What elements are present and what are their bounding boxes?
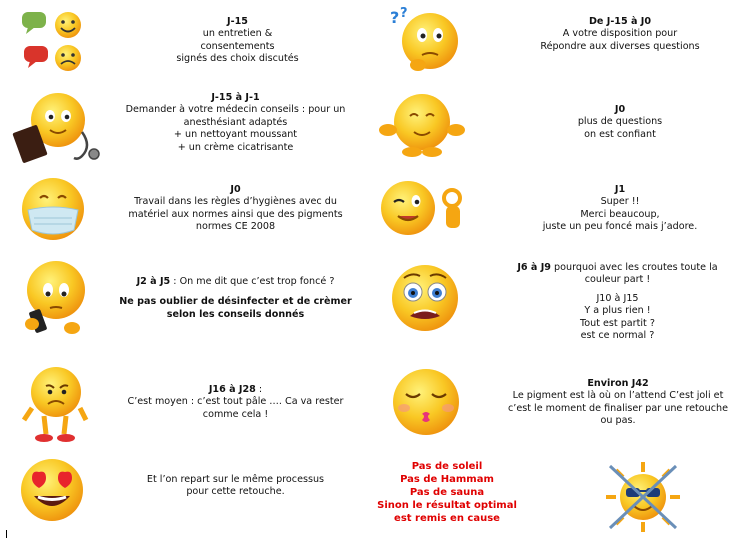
- step-j6-j15-text: J6 à J9 pourquoi avec les croutes toute la couleur part ! J10 à J15 Y a plus rien ! Tout est partit ? est ce normal ?: [517, 262, 718, 342]
- step-j0-hygiene-text: J0 Travail dans les règles d’hygiènes avec du matériel aux normes ainsi que des pigments normes CE 2008: [128, 184, 343, 233]
- confused-emoji-icon: [388, 5, 462, 77]
- retouch-text: Et l’on repart sur le même processus pour cette retouche.: [146, 474, 325, 498]
- calm-emoji-icon: [376, 86, 468, 166]
- kiss-emoji-icon: [386, 364, 466, 440]
- doctor-emoji-icon: [12, 88, 100, 166]
- step-j-15-j-1-text: J-15 à J-1 Demander à votre médecin conseils : pour un anesthésiant adaptés + un nettoyant moussant + un crème cicatrisante: [125, 92, 346, 153]
- speech-bubbles-icon: [18, 8, 88, 74]
- heart-eyes-emoji-icon: [18, 456, 86, 524]
- svg-text:?: ?: [400, 6, 408, 21]
- step-j0-confident-text: J0 plus de questions on est confiant: [577, 104, 663, 140]
- sad-emoji-icon: [16, 362, 92, 444]
- phone-emoji-icon: [18, 254, 88, 338]
- wink-ok-emoji-icon: [376, 176, 468, 238]
- step-j1-text: J1 Super !! Merci beaucoup, juste un peu foncé mais j’adore.: [542, 184, 698, 233]
- shocked-emoji-icon: [384, 258, 466, 336]
- svg-text:?: ?: [390, 8, 400, 27]
- warning-text: Pas de soleil Pas de Hammam Pas de sauna Sinon le résultat optimal est remis en cause: [377, 461, 517, 524]
- step-j16-j28-text: J16 à J28 : C’est moyen : c’est tout pâle …. Ca va rester comme cela !: [127, 384, 344, 420]
- step-j42-text: Environ J42 Le pigment est là où on l’attend C’est joli et c’est le moment de finaliser par une retouche ou pas.: [508, 378, 728, 427]
- step-j-15-j0-text: De J-15 à J0 A votre disposition pour Répondre aux diverses questions: [540, 16, 700, 52]
- mask-emoji-icon: [18, 174, 88, 244]
- no-sun-icon: [604, 460, 682, 534]
- step-j-15-text: J-15 un entretien & consentements signés des choix discutés: [176, 16, 299, 65]
- text-cursor: [6, 530, 7, 538]
- step-j2-j5-text: J2 à J5 : On me dit que c’est trop foncé ? Ne pas oublier de désinfecter et de crèmer selon les conseils donnés: [119, 276, 352, 320]
